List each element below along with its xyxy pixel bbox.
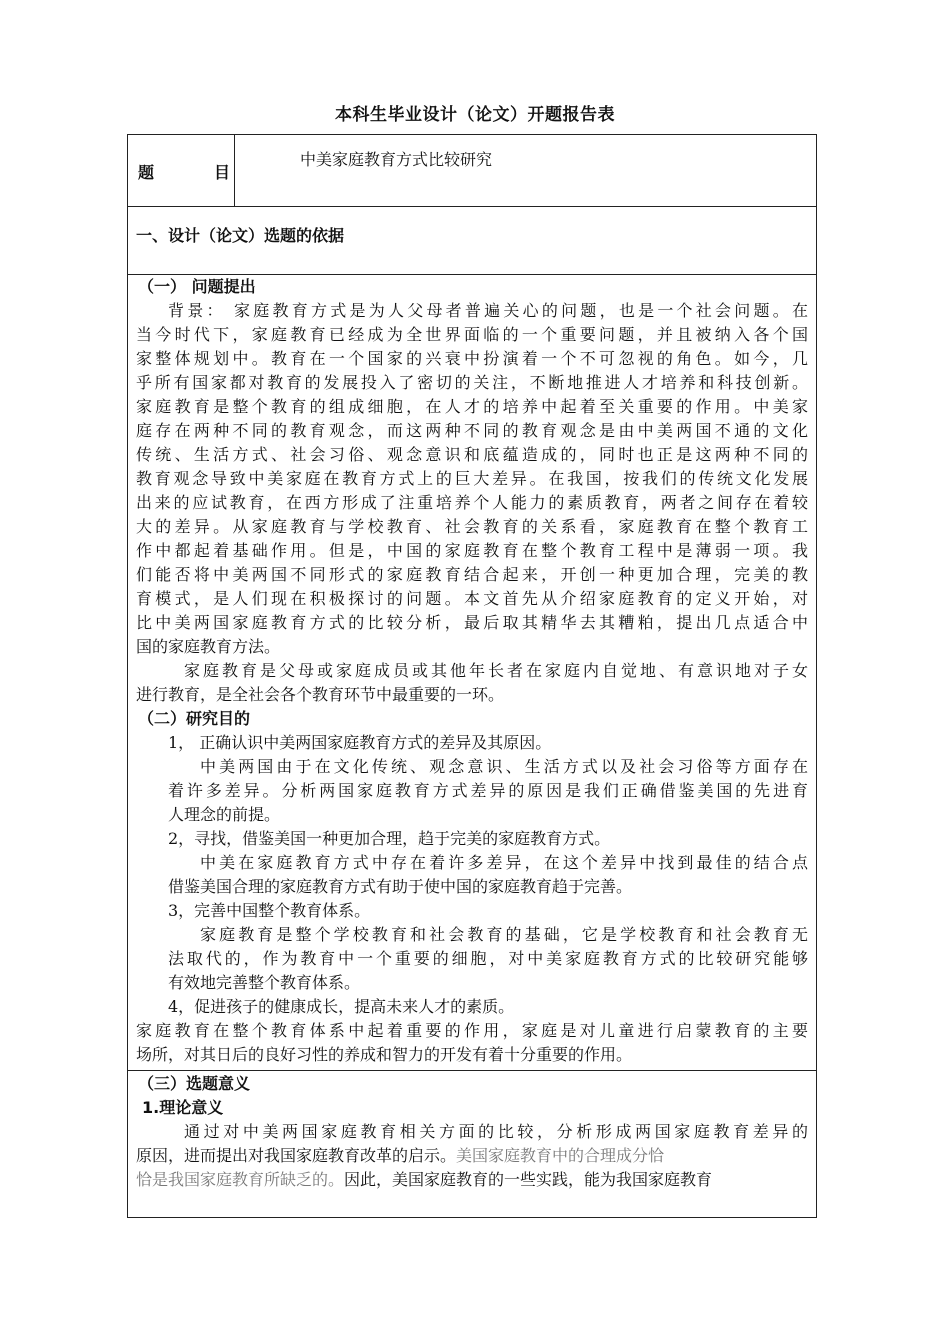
- paragraph-line: 法取代的，作为教育中一个重要的细胞，对中美家庭教育方式的比较研究能够: [168, 949, 808, 968]
- report-form-table: [127, 134, 817, 1218]
- paragraph-line: 们能否将中美两国不同形式的家庭教育结合起来，开创一种更加合理，完美的教: [136, 565, 808, 584]
- paragraph-line: 作中都起着基础作用。但是，中国的家庭教育在整个教育工程中是薄弱一项。我: [136, 541, 808, 560]
- paragraph-line: 进行教育，是全社会各个教育环节中最重要的一环。: [136, 685, 505, 704]
- section1-heading: 一、设计（论文）选题的依据: [136, 226, 345, 245]
- subheading-significance: （三）选题意义: [138, 1074, 251, 1093]
- list-item: 4，促进孩子的健康成长，提高未来人才的素质。: [168, 997, 515, 1016]
- paragraph-line: 大的差异。从家庭教育与学校教育、社会教育的关系看，家庭教育在整个教育工: [136, 517, 808, 536]
- section1-body: [128, 275, 816, 1217]
- table-divider: [128, 1070, 816, 1071]
- topic-label-left: 题: [138, 163, 155, 182]
- paragraph-line: 着许多差异。分析两国家庭教育方式差异的原因是我们正确借鉴美国的先进育: [168, 781, 808, 800]
- list-item: 2，寻找，借鉴美国一种更加合理，趋于完美的家庭教育方式。: [168, 829, 611, 848]
- paragraph-line: 传统、生活方式、社会习俗、观念意识和底蕴造成的，同时也正是这两种不同的: [136, 445, 808, 464]
- paragraph-line: [136, 1144, 808, 1168]
- paragraph-segment-gray: 恰是我国家庭教育所缺乏的。: [136, 1170, 345, 1189]
- topic-label-cell: [128, 135, 235, 206]
- topic-value: 中美家庭教育方式比较研究: [300, 150, 493, 169]
- paragraph-line: 出来的应试教育，在西方形成了注重培养个人能力的素质教育，两者之间存在着较: [136, 493, 808, 512]
- topic-label-right: 目: [214, 163, 231, 182]
- paragraph-line: 背景： 家庭教育方式是为人父母者普遍关心的问题，也是一个社会问题。在: [168, 301, 808, 320]
- paragraph-line: 家整体规划中。教育在一个国家的兴衰中扮演着一个不可忽视的角色。如今，几: [136, 349, 808, 368]
- page-title: 本科生毕业设计（论文）开题报告表: [335, 105, 615, 125]
- list-item: 1， 正确认识中美两国家庭教育方式的差异及其原因。: [168, 733, 552, 752]
- paragraph-line: 中美在家庭教育方式中存在着许多差异，在这个差异中找到最佳的结合点: [200, 853, 808, 872]
- paragraph-line: 比中美两国家庭教育方式的比较分析，最后取其精华去其糟粕，提出几点适合中: [136, 613, 808, 632]
- paragraph-line: 有效地完善整个教育体系。: [168, 973, 361, 992]
- subheading-purpose: （二）研究目的: [138, 709, 251, 728]
- paragraph-line: [136, 1168, 808, 1192]
- paragraph-segment: 因此，美国家庭教育的一些实践，能为我国家庭教育: [344, 1170, 713, 1189]
- paragraph-segment: 原因，进而提出对我国家庭教育改革的启示。: [136, 1146, 457, 1165]
- paragraph-line: 家庭教育是整个学校教育和社会教育的基础，它是学校教育和社会教育无: [200, 925, 808, 944]
- paragraph-line: 家庭教育在整个教育体系中起着重要的作用，家庭是对儿童进行启蒙教育的主要: [136, 1021, 808, 1040]
- paragraph-segment-gray: 美国家庭教育中的合理成分恰: [456, 1146, 665, 1165]
- paragraph-line: 教育观念导致中美家庭在教育方式上的巨大差异。在我国，按我们的传统文化发展: [136, 469, 808, 488]
- paragraph-line: 中美两国由于在文化传统、观念意识、生活方式以及社会习俗等方面存在: [200, 757, 808, 776]
- subheading-theory: 1.理论意义: [142, 1098, 224, 1117]
- paragraph-line: 家庭教育是父母或家庭成员或其他年长者在家庭内自觉地、有意识地对子女: [184, 661, 808, 680]
- paragraph-line: 通过对中美两国家庭教育相关方面的比较，分析形成两国家庭教育差异的: [184, 1122, 808, 1141]
- paragraph-line: 乎所有国家都对教育的发展投入了密切的关注，不断地推进人才培养和科技创新。: [136, 373, 808, 392]
- paragraph-line: 当今时代下，家庭教育已经成为全世界面临的一个重要问题，并且被纳入各个国: [136, 325, 808, 344]
- paragraph-line: 场所，对其日后的良好习性的养成和智力的开发有着十分重要的作用。: [136, 1045, 633, 1064]
- paragraph-line: 庭存在两种不同的教育观念，而这两种不同的教育观念是由中美两国不通的文化: [136, 421, 808, 440]
- topic-row: [128, 135, 816, 207]
- paragraph-line: 人理念的前提。: [168, 805, 281, 824]
- paragraph-line: 育模式，是人们现在积极探讨的问题。本文首先从介绍家庭教育的定义开始，对: [136, 589, 808, 608]
- paragraph-line: 借鉴美国合理的家庭教育方式有助于使中国的家庭教育趋于完善。: [168, 877, 633, 896]
- subheading-problem: （一） 问题提出: [138, 277, 256, 296]
- section1-heading-row: [128, 207, 816, 275]
- paragraph-line: 国的家庭教育方法。: [136, 637, 281, 656]
- list-item: 3，完善中国整个教育体系。: [168, 901, 371, 920]
- paragraph-line: 家庭教育是整个教育的组成细胞，在人才的培养中起着至关重要的作用。中美家: [136, 397, 808, 416]
